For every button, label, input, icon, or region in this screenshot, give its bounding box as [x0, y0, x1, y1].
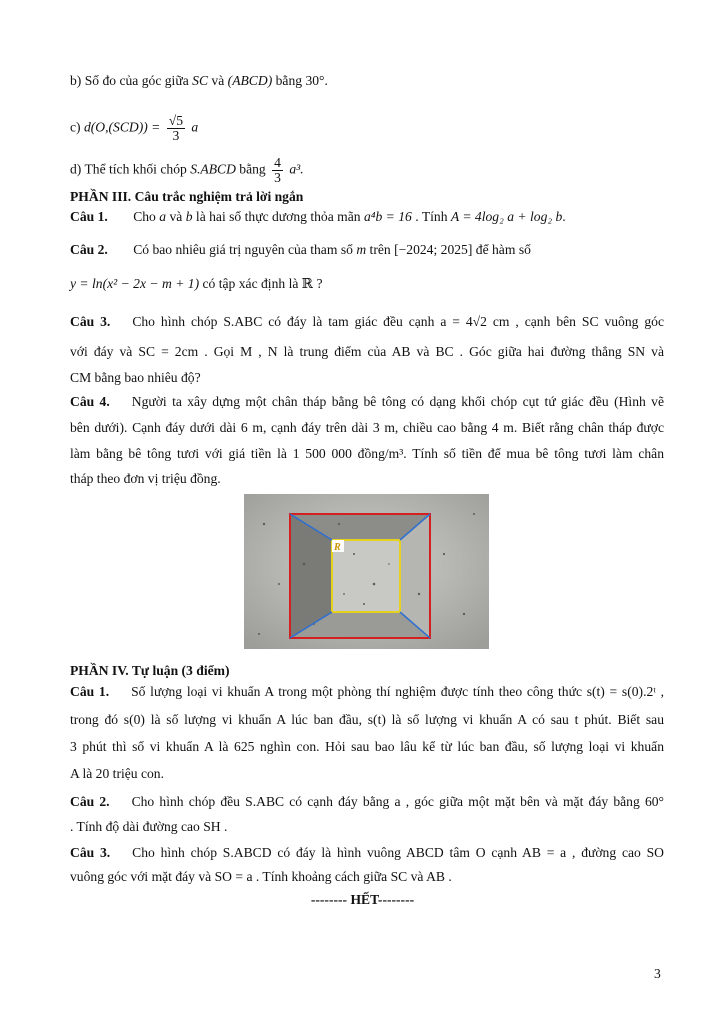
fraction	[167, 114, 185, 143]
expression: A = 4log₂ a + log₂ b	[450, 209, 563, 224]
question-label: Câu 3.	[70, 314, 111, 329]
item-d-label: d) Thể tích khối chóp	[70, 161, 187, 177]
distance-expr: d(O,(SCD)) =	[83, 119, 161, 135]
question-label: Câu 4.	[70, 394, 110, 409]
q-text: .	[562, 209, 566, 224]
p3-q4-l4: tháp theo đơn vị triệu đồng.	[70, 471, 221, 486]
p4-q3-l2: vuông góc với mặt đáy và SO = a . Tính khoảng cách giữa SC và AB .	[70, 869, 452, 884]
interval: [−2024; 2025]	[394, 242, 473, 257]
fraction-den: 3	[172, 128, 180, 143]
var-b: b	[185, 209, 193, 224]
volume-expr: a³.	[289, 161, 304, 177]
question-label: Câu 2.	[70, 242, 108, 257]
var-m: m	[356, 242, 367, 257]
question-label: Câu 3.	[70, 845, 111, 860]
p4-q2-l1	[70, 793, 664, 811]
item-b-tail: bằng 30°.	[275, 73, 328, 88]
var-sc: SC	[192, 73, 209, 88]
q-text: để hàm số	[475, 242, 531, 257]
item-c-label: c)	[70, 119, 81, 135]
fraction-num: 4	[274, 155, 281, 170]
item-b-label: b) Số đo của góc giữa	[70, 73, 189, 88]
p3-q2	[70, 241, 531, 259]
question-label: Câu 2.	[70, 794, 110, 809]
question-label: Câu 1.	[70, 209, 108, 224]
p4-q1-l4: A là 20 triệu con.	[70, 766, 165, 781]
figure-label: R	[334, 542, 341, 553]
q-text: là hai số thực dương thỏa mãn	[195, 209, 361, 224]
q-text: Có bao nhiêu giá trị nguyên của tham số	[133, 242, 353, 257]
q-text: Người ta xây dựng một chân tháp bằng bê tông có dạng khối chóp cụt tứ giác đều (Hình vẽ	[131, 394, 664, 409]
part3-heading: PHẦN III. Câu trắc nghiệm trả lời ngắn	[70, 189, 304, 204]
q-text: . Tính	[415, 209, 448, 224]
q-text: có tập xác định là ℝ ?	[202, 276, 323, 291]
q-text: và	[169, 209, 183, 224]
item-b	[70, 72, 328, 90]
p3-q2-line2	[70, 275, 323, 293]
p4-q3-l1	[70, 844, 664, 862]
end-mark: -------- HẾT--------	[310, 892, 415, 907]
var-a: a	[191, 119, 199, 135]
question-label: Câu 1.	[70, 684, 110, 699]
tower-base-photo	[244, 494, 489, 649]
item-c	[70, 114, 198, 143]
p3-q4-l1	[70, 393, 664, 411]
q-text: Cho hình chóp đều S.ABC có cạnh đáy bằng a , góc giữa một mặt bên và mặt đáy bằng 60°	[131, 794, 664, 809]
q-text: Số lượng loại vi khuẩn A trong một phòng thí nghiệm được tính theo công thức s(t) = s(0).2ᵗ ,	[131, 684, 664, 699]
item-d-mid: bằng	[239, 161, 266, 177]
pyramid-name: S.ABCD	[190, 161, 236, 177]
q-text: Cho	[133, 209, 156, 224]
p4-q2-l2: . Tính độ dài đường cao SH .	[70, 819, 228, 834]
fraction	[272, 156, 283, 185]
q-text: Cho hình chóp S.ABCD có đáy là hình vuông ABCD tâm O cạnh AB = a , đường cao SO	[132, 845, 664, 860]
item-d	[70, 156, 304, 185]
q-text: trên	[369, 242, 391, 257]
page-number: 3	[654, 966, 661, 981]
p3-q4-l2: bên dưới). Cạnh đáy dưới dài 6 m, cạnh đáy trên dài 3 m, chiều cao bằng 4 m. Biết rằng chân tháp được	[70, 420, 664, 435]
fraction-num: √5	[168, 113, 184, 128]
p4-q1-l2: trong đó s(0) là số lượng vi khuẩn A lúc ban đầu, s(t) là số lượng vi khuẩn A có sau t phút. Biết sau	[70, 712, 664, 727]
p3-q3-l1	[70, 313, 664, 331]
part4-heading: PHẦN IV. Tự luận (3 điểm)	[70, 663, 230, 678]
p3-q1	[70, 208, 566, 226]
conj: và	[211, 73, 225, 88]
p3-q3-l2: với đáy và SC = 2cm . Gọi M , N là trung điểm của AB và BC . Góc giữa hai đường thẳng SN và	[70, 344, 664, 359]
p3-q3-l3: CM bằng bao nhiêu độ?	[70, 370, 201, 385]
q-text: Cho hình chóp S.ABC có đáy là tam giác đều cạnh a = 4√2 cm , cạnh bên SC vuông góc	[132, 314, 664, 329]
p4-q1-l1	[70, 683, 664, 701]
function: y = ln(x² − 2x − m + 1)	[70, 276, 200, 291]
p3-q4-l3: làm bằng bê tông tươi với giá tiền là 1 500 000 đồng/m³. Tính số tiền để mua bê tông tươi làm chân	[70, 446, 664, 461]
condition: a⁴b = 16	[363, 209, 412, 224]
plane-abcd: (ABCD)	[227, 73, 273, 88]
p4-q1-l3: 3 phút thì số vi khuẩn A là 625 nghìn con. Hỏi sau bao lâu kể từ lúc ban đầu, số lượng loại vi khuẩn	[70, 739, 664, 754]
var-a: a	[159, 209, 167, 224]
fraction-den: 3	[274, 170, 281, 185]
